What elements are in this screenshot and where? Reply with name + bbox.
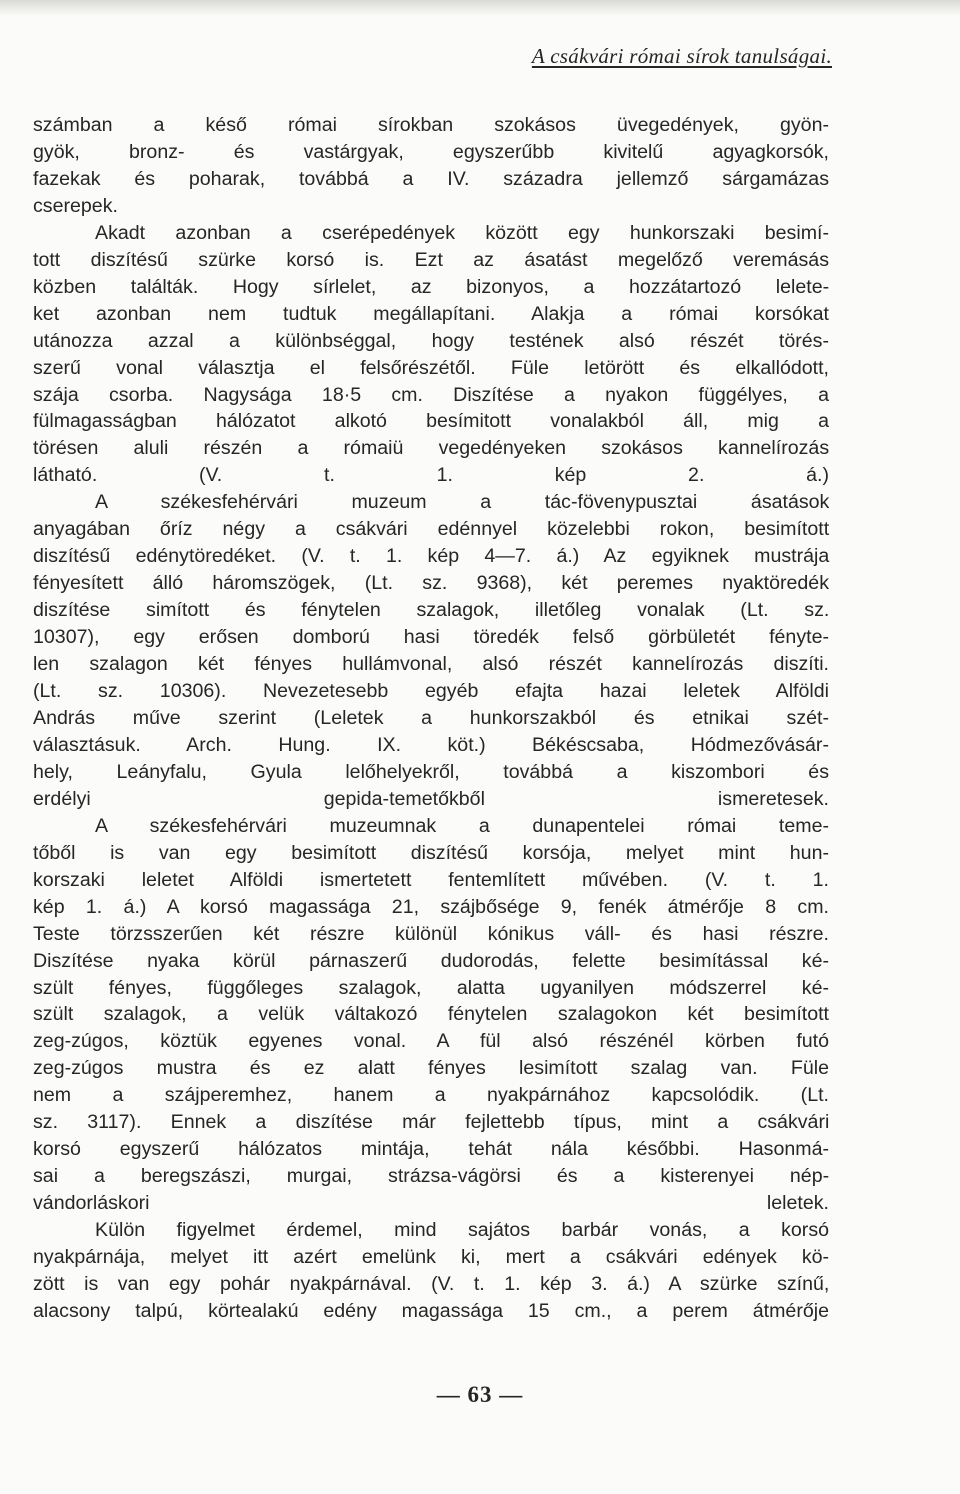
text-line: Diszítése nyaka körül párnaszerű dudorodás, felette besimítással ké-: [33, 949, 829, 972]
text-line: közben találták. Hogy sírlelet, az bizonyos, a hozzátartozó lelete-: [33, 275, 830, 298]
text-line: diszítésű edénytöredéket. (V. t. 1. kép 4—7. á.) Az egyiknek mustrája: [33, 545, 830, 568]
text-line: számban a késő római sírokban szokásos üvegedények, gyön-: [33, 114, 829, 136]
text-line: vándorláskori leletek.: [33, 1192, 829, 1215]
text-line: utánozza azzal a különbséggal, hogy testének alsó részét törés-: [33, 329, 829, 352]
scan-edge: [0, 0, 960, 16]
text-line: erdélyi gepida-temetőkből ismeretesek.: [33, 787, 829, 810]
text-line: fényesített álló háromszögek, (Lt. sz. 9368), két peremes nyaktöredék: [33, 572, 829, 595]
paragraph: [33, 112, 829, 220]
text-line: hely, Leányfalu, Gyula lelőhelyekről, továbbá a kiszombori és: [33, 760, 829, 783]
text-line: A székesfehérvári muzeumnak a dunapentelei római teme-: [95, 814, 829, 837]
paragraph: [33, 220, 829, 490]
text-line: tott diszítésű szürke korsó is. Ezt az ásatást megelőző veremásás: [33, 248, 829, 271]
text-line: tőből is van egy besimított diszítésű korsója, melyet mint hun-: [33, 841, 829, 864]
text-line: fülmagasságban hálózatot alkotó besímitott vonalakból áll, mig a: [33, 410, 829, 433]
text-line: szája csorba. Nagysága 18·5 cm. Diszítése a nyakon függélyes, a: [33, 383, 829, 406]
text-line: anyagában őríz négy a csákvári edénnyel közelebbi rokon, besimított: [33, 518, 830, 541]
text-line: kép 1. á.) A korsó magassága 21, szájbősége 9, fenék átmérője 8 cm.: [33, 895, 829, 918]
text-line: zött is van egy pohár nyakpárnával. (V. t. 1. kép 3. á.) A szürke színű,: [33, 1272, 830, 1295]
text-line: korszaki leletet Alföldi ismertetett fentemlített művében. (V. t. 1.: [33, 868, 829, 891]
text-line: zeg-zúgos mustra és ez alatt fényes lesimított szalag van. Füle: [33, 1057, 829, 1080]
text-line: 10307), egy erősen domború hasi töredék felső görbületét fényte-: [33, 626, 829, 649]
text-line: (Lt. sz. 10306). Nevezetesebb egyéb efajta hazai leletek Alföldi: [33, 680, 829, 703]
text-line: alacsony talpú, körtealakú edény magassága 15 cm., a perem átmérője: [33, 1299, 829, 1322]
text-line: fazekak és poharak, továbbá a IV. századra jellemző sárgamázas: [33, 167, 829, 190]
text-line: szerű vonal választja el felsőrészétől. Füle letörött és elkallódott,: [33, 356, 829, 379]
text-line: törésen aluli részén a rómaiü vegedényeken szokásos kannelírozás: [33, 437, 830, 460]
text-line: diszítése simított és fénytelen szalagok, illetőleg vonalak (Lt. sz.: [33, 599, 830, 622]
body-text: [33, 112, 829, 1325]
text-line: szült fényes, függőleges szalagok, alatta ugyanilyen módszerrel ké-: [33, 976, 829, 999]
text-line: A székesfehérvári muzeum a tác-fövenypusztai ásatások: [95, 491, 830, 514]
paragraph: [33, 813, 829, 1217]
text-line: látható. (V. t. 1. kép 2. á.): [33, 464, 829, 487]
text-line: len szalagon két fényes hullámvonal, alsó részét kannelírozás diszíti.: [33, 653, 829, 676]
text-line: sz. 3117). Ennek a diszítése már fejlettebb típus, mint a csákvári: [33, 1111, 830, 1134]
text-line: András műve szerint (Leletek a hunkorszakból és etnikai szét-: [33, 706, 829, 729]
page-number: — 63 —: [436, 1382, 524, 1407]
text-line: gyök, bronz- és vastárgyak, egyszerűbb kivitelű agyagkorsók,: [33, 140, 829, 163]
text-line: zeg-zúgos, köztük egyenes vonal. A fül alsó részénél körben futó: [33, 1030, 830, 1053]
text-line: ket azonban nem tudtuk megállapítani. Alakja a római korsókat: [33, 302, 829, 325]
text-line: sai a beregszászi, murgai, strázsa-vágörsi és a kisterenyei nép-: [33, 1165, 830, 1188]
text-line: Akadt azonban a cserépedények között egy hunkorszaki besimí-: [95, 221, 829, 244]
text-line: cserepek.: [33, 194, 118, 217]
text-line: nem a szájperemhez, hanem a nyakpárnához kapcsolódik. (Lt.: [33, 1084, 829, 1107]
text-line: szült szalagok, a velük váltakozó fénytelen szalagokon két besimított: [33, 1003, 829, 1026]
text-line: Teste törzsszerűen két részre különül kónikus váll- és hasi részre.: [33, 922, 829, 945]
text-line: korsó egyszerű hálózatos mintája, tehát nála későbbi. Hasonmá-: [33, 1138, 830, 1161]
paragraph: [33, 489, 829, 812]
text-line: választásuk. Arch. Hung. IX. köt.) Békéscsaba, Hódmezővásár-: [33, 733, 829, 756]
running-header: A csákvári római sírok tanulságai.: [531, 44, 832, 68]
text-line: nyakpárnája, melyet itt azért emelünk ki, mert a csákvári edények kö-: [33, 1246, 830, 1269]
text-line: Külön figyelmet érdemel, mind sajátos barbár vonás, a korsó: [95, 1219, 830, 1242]
paragraph: [33, 1217, 829, 1325]
